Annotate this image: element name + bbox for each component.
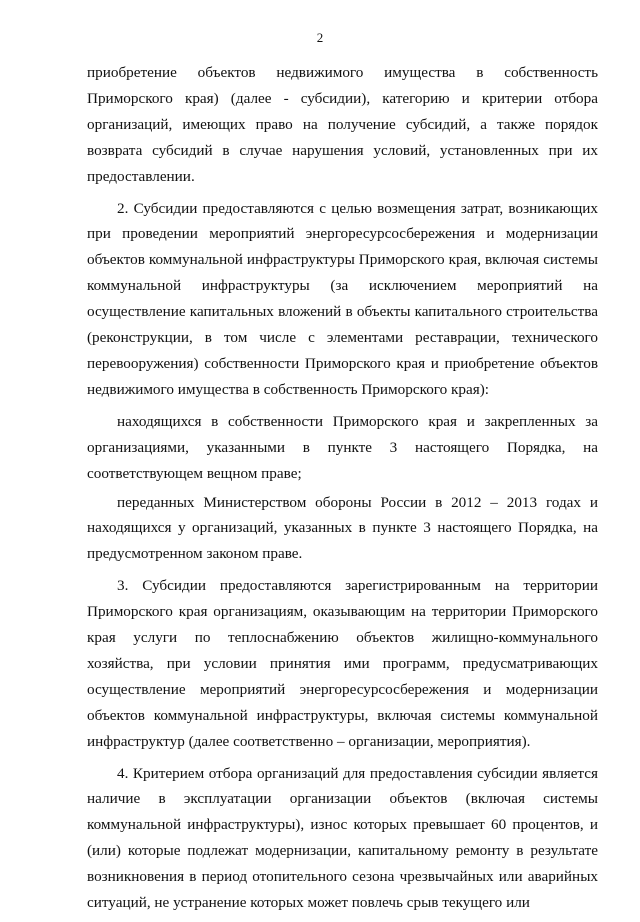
- paragraph-transferred-property: переданных Министерством обороны России в 2012 – 2013 годах и находящихся у организаций, указанных в пункте 3 настоящего Порядка, на предусмотренном законом праве.: [87, 493, 598, 563]
- paragraph-item-4: 4. Критерием отбора организаций для предоставления субсидии является наличие в эксплуатации организации объектов (включая системы коммунальной инфраструктуры), износ которых превышает 60 процентов, и (или) которые подлежат модернизации, капитальному ремонту в результате возникновения в период отопительного сезона чрезвычайных или аварийных ситуаций, не устранение которых может повлечь срыв текущего или: [87, 764, 598, 912]
- paragraph-item-3: 3. Субсидии предоставляются зарегистрированным на территории Приморского края организациям, оказывающим на территории Приморского края услуги по теплоснабжению объектов жилищно-коммунального хозяйства, при условии принятия ими программ, предусматривающих осуществление мероприятий энергоресурсосбережения и модернизации объектов коммунальной инфраструктуры, включая системы коммунальной инфраструктур (далее соответственно – организации, мероприятия).: [87, 577, 598, 750]
- paragraph-intro-continuation: приобретение объектов недвижимого имущества в собственность Приморского края) (далее - субсидии), категорию и критерии отбора организаций, имеющих право на получение субсидий, а также порядок возврата субсидий в случае нарушения условий, установленных при их предоставлении.: [87, 64, 598, 185]
- paragraph-item-2: 2. Субсидии предоставляются с целью возмещения затрат, возникающих при проведении мероприятий энергоресурсосбережения и модернизации объектов коммунальной инфраструктуры Приморского края, включая системы коммунальной инфраструктуры (за исключением мероприятий на осуществление капитальных вложений в объекты капитального строительства (реконструкции, в том числе с элементами реставрации, технического перевооружения) собственности Приморского края и приобретение объектов недвижимого имущества в собственность Приморского края):: [87, 199, 598, 398]
- page-number: 2: [316, 30, 324, 45]
- paragraph-owned-property: находящихся в собственности Приморского края и закрепленных за организациями, указанными в пункте 3 настоящего Порядка, на соответствующем вещном праве;: [87, 412, 598, 482]
- document-body: [87, 60, 598, 922]
